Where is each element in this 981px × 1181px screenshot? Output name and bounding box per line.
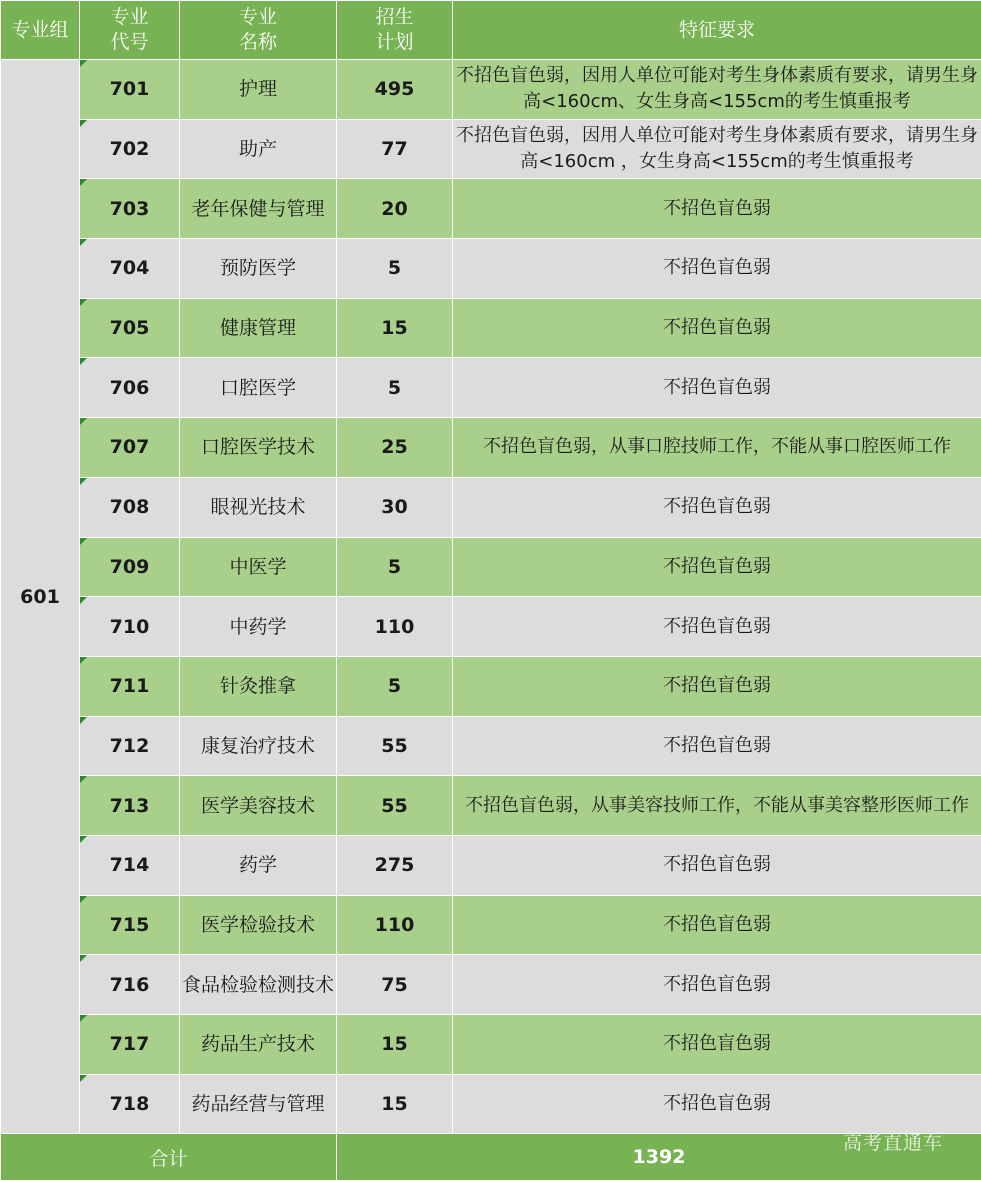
requirement-cell: 不招色盲色弱 — [453, 716, 981, 776]
requirement-cell: 不招色盲色弱，因用人单位可能对考生身体素质有要求，请男生身高<160cm ，女生身高<155cm的考生慎重报考 — [453, 119, 981, 179]
requirement-cell: 不招色盲色弱 — [453, 656, 981, 716]
table-row — [1, 298, 981, 358]
name-cell: 护理 — [180, 60, 337, 120]
code-cell: 717 — [80, 1015, 180, 1075]
name-cell: 口腔医学技术 — [180, 418, 337, 478]
code-cell: 714 — [80, 835, 180, 895]
requirement-cell: 不招色盲色弱 — [453, 239, 981, 299]
requirement-cell: 不招色盲色弱 — [453, 597, 981, 657]
code-cell: 705 — [80, 298, 180, 358]
requirement-cell: 不招色盲色弱 — [453, 835, 981, 895]
table-body — [1, 60, 981, 1134]
requirement-cell: 不招色盲色弱 — [453, 358, 981, 418]
table-row — [1, 418, 981, 478]
requirement-cell: 不招色盲色弱 — [453, 298, 981, 358]
code-cell: 715 — [80, 895, 180, 955]
table-row — [1, 537, 981, 597]
header-code-text: 专业 代号 — [110, 6, 149, 53]
plan-cell: 25 — [337, 418, 453, 478]
plan-cell: 275 — [337, 835, 453, 895]
requirement-cell: 不招色盲色弱 — [453, 955, 981, 1015]
requirement-cell: 不招色盲色弱，因用人单位可能对考生身体素质有要求，请男生身高<160cm、女生身高<155cm的考生慎重报考 — [453, 60, 981, 120]
plan-cell: 77 — [337, 119, 453, 179]
plan-cell: 110 — [337, 895, 453, 955]
table-row — [1, 119, 981, 179]
plan-cell: 5 — [337, 239, 453, 299]
name-cell: 健康管理 — [180, 298, 337, 358]
plan-cell: 5 — [337, 358, 453, 418]
table-row — [1, 239, 981, 299]
total-value: 1392 — [337, 1134, 981, 1181]
table-row — [1, 1074, 981, 1134]
table-row — [1, 955, 981, 1015]
name-cell: 中药学 — [180, 597, 337, 657]
plan-cell: 5 — [337, 656, 453, 716]
header-code — [80, 1, 180, 60]
plan-cell: 110 — [337, 597, 453, 657]
header-group: 专业组 — [1, 1, 80, 60]
header-name — [180, 1, 337, 60]
table-row — [1, 656, 981, 716]
table-row — [1, 716, 981, 776]
watermark-text: 高考直通车 — [843, 1132, 944, 1154]
total-row — [1, 1134, 981, 1181]
plan-cell: 495 — [337, 60, 453, 120]
requirement-cell: 不招色盲色弱 — [453, 179, 981, 239]
table-row — [1, 597, 981, 657]
name-cell: 中医学 — [180, 537, 337, 597]
table-row — [1, 358, 981, 418]
code-cell: 702 — [80, 119, 180, 179]
plan-cell: 55 — [337, 776, 453, 836]
name-cell: 医学美容技术 — [180, 776, 337, 836]
name-cell: 口腔医学 — [180, 358, 337, 418]
plan-cell: 55 — [337, 716, 453, 776]
code-cell: 706 — [80, 358, 180, 418]
code-cell: 701 — [80, 60, 180, 120]
requirement-cell: 不招色盲色弱 — [453, 1015, 981, 1075]
total-label: 合计 — [1, 1134, 337, 1181]
requirement-cell: 不招色盲色弱 — [453, 477, 981, 537]
code-cell: 710 — [80, 597, 180, 657]
plan-cell: 20 — [337, 179, 453, 239]
plan-cell: 15 — [337, 298, 453, 358]
name-cell: 康复治疗技术 — [180, 716, 337, 776]
table-row — [1, 60, 981, 120]
name-cell: 食品检验检测技术 — [180, 955, 337, 1015]
requirement-cell: 不招色盲色弱，从事口腔技师工作，不能从事口腔医师工作 — [453, 418, 981, 478]
requirement-cell: 不招色盲色弱 — [453, 537, 981, 597]
plan-cell: 5 — [337, 537, 453, 597]
plan-cell: 30 — [337, 477, 453, 537]
requirement-cell: 不招色盲色弱，从事美容技师工作，不能从事美容整形医师工作 — [453, 776, 981, 836]
code-cell: 704 — [80, 239, 180, 299]
code-cell: 708 — [80, 477, 180, 537]
table-row — [1, 179, 981, 239]
header-requirements: 特征要求 — [453, 1, 981, 60]
name-cell: 医学检验技术 — [180, 895, 337, 955]
name-cell: 药品经营与管理 — [180, 1074, 337, 1134]
code-cell: 703 — [80, 179, 180, 239]
code-cell: 716 — [80, 955, 180, 1015]
code-cell: 718 — [80, 1074, 180, 1134]
group-cell: 601 — [1, 60, 80, 1134]
code-cell: 709 — [80, 537, 180, 597]
header-row — [1, 1, 981, 60]
name-cell: 助产 — [180, 119, 337, 179]
name-cell: 预防医学 — [180, 239, 337, 299]
name-cell: 老年保健与管理 — [180, 179, 337, 239]
name-cell: 药品生产技术 — [180, 1015, 337, 1075]
table-row — [1, 1015, 981, 1075]
header-plan-text: 招生 计划 — [375, 6, 414, 53]
name-cell: 眼视光技术 — [180, 477, 337, 537]
plan-cell: 15 — [337, 1015, 453, 1075]
code-cell: 713 — [80, 776, 180, 836]
name-cell: 药学 — [180, 835, 337, 895]
table-row — [1, 776, 981, 836]
header-plan — [337, 1, 453, 60]
requirement-cell: 不招色盲色弱 — [453, 895, 981, 955]
table-row — [1, 895, 981, 955]
header-name-text: 专业 名称 — [238, 6, 277, 53]
code-cell: 707 — [80, 418, 180, 478]
table-row — [1, 477, 981, 537]
code-cell: 712 — [80, 716, 180, 776]
requirement-cell: 不招色盲色弱 — [453, 1074, 981, 1134]
plan-cell: 75 — [337, 955, 453, 1015]
code-cell: 711 — [80, 656, 180, 716]
name-cell: 针灸推拿 — [180, 656, 337, 716]
table-row — [1, 835, 981, 895]
plan-cell: 15 — [337, 1074, 453, 1134]
